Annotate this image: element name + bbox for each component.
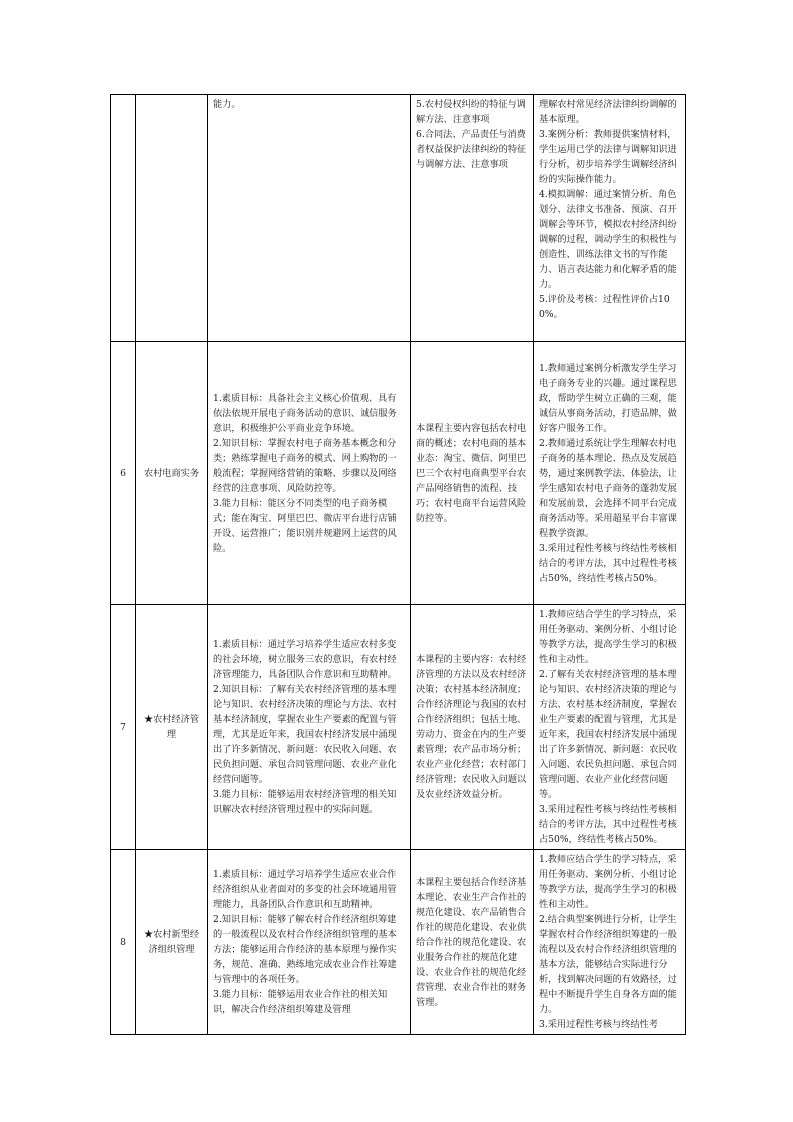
course-content: 本课程主要包括合作经济基本理论、农业生产合作社的规范化建设、农产品销售合作社的规范化建设、农业供给合作社的规范化建设、农业服务合作社的规范化建设、农业合作社的规范化经营管理、农业合作社的财务管理。 — [416, 876, 527, 1008]
course-content: 本课程的主要内容：农村经济管理的方法以及农村经济决策；农村基本经济制度；合作经济理论与我国的农村合作经济组织；包括土地、劳动力、资金在内的生产要素管理；农产品市场分析；农业产业化经营；农村部门经济管理；农民收入问题以及农业经济效益分析。 — [416, 654, 527, 800]
course-name — [136, 95, 208, 342]
teaching-method: 理解农村常见经济法律纠纷调解的基本原理。 3.案例分析：教师提供案情材料，学生运用已学的法律与调解知识进行分析，初步培养学生调解经济纠纷的实际操作能力。 4.模拟调解：通过案情分析、角色划分、法律文书准备、预演、召开调解会等环节，模拟农村经济纠纷调解的过程，调动学生的积极性与创造性、训练法律文书的写作能力、语言表达能力和化解矛盾的能力。 5.评价及考核：过程性评价占100%。 — [539, 99, 677, 320]
table-row — [111, 605, 686, 850]
course-goal: 能力。 — [213, 99, 241, 110]
course-goal: 1.素质目标：通过学习培养学生适应农业合作经济组织从业者面对的多变的社会环境通用管理能力，具备团队合作意识和互助精神。 2.知识目标：能够了解农村合作经济组织筹建的一般流程以及农村合作经济组织管理的基本方法；能够运用合作经济的基本原理与操作实务，规范、准确、熟练地完成农业合作社筹建与管理中的各项任务。 3.能力目标：能够运用农业合作社的相关知识，解决合作经济组织筹建及管理 — [213, 869, 397, 1015]
row-number: 8 — [111, 850, 136, 1035]
row-number: 6 — [111, 342, 136, 605]
course-table — [110, 94, 686, 1035]
course-content: 本课程主要内容包括农村电商的概述；农村电商的基本业态：淘宝、微信、阿里巴巴三个农村电商典型平台农产品网络销售的流程、技巧；农村电商平台运营风险防控等。 — [416, 422, 527, 524]
teaching-method: 1.教师应结合学生的学习特点，采用任务驱动、案例分析、小组讨论等教学方法，提高学生学习的积极性和主动性。 2.了解有关农村经济管理的基本理论与知识、农村经济决策的理论与方法、农村基本经济制度，掌握农业生产要素的配置与管理，尤其是近年来，我国农村经济发展中涌现出了许多新情况、新问题：农民收入问题、农民负担问题、承包合同管理问题、农业产业化经营问题等。 3.采用过程性考核与终结性考核相结合的考评方法，其中过程性考核占50%，终结性考核占50%。 — [539, 609, 677, 845]
course-content: 5.农村侵权纠纷的特征与调解方法、注意事项 6.合同法、产品责任与消费者权益保护法律纠纷的特征与调解方法、注意事项 — [416, 99, 527, 170]
table-row — [111, 850, 686, 1035]
course-name: ★农村新型经济组织管理 — [136, 850, 208, 1035]
course-goal: 1.素质目标：具备社会主义核心价值观、具有依法依规开展电子商务活动的意识、诚信服务意识，积极维护公平商业竞争环境。 2.知识目标：掌握农村电子商务基本概念和分类；熟练掌握电子商务的模式、网上购物的一般流程；掌握网络营销的策略、步骤以及网络经营的注意事项、风险防控等。 3.能力目标：能区分不同类型的电子商务模式；能在淘宝、阿里巴巴、微店平台进行店铺开设、运营推广；能识别并规避网上运营的风险。 — [213, 392, 397, 554]
teaching-method: 1.教师应结合学生的学习特点，采用任务驱动、案例分析、小组讨论等教学方法，提高学生学习的积极性和主动性。 2.结合典型案例进行分析，让学生掌握农村合作经济组织筹建的一般流程以及农村合作经济组织管理的基本方法，能够结合实际进行分析，找到解决问题的有效路径，过程中不断提升学生自身各方面的能力。 3.采用过程性考核与终结性考 — [539, 854, 677, 1030]
course-name: 农村电商实务 — [136, 342, 208, 605]
course-name: ★农村经济管理 — [136, 605, 208, 850]
row-number: 7 — [111, 605, 136, 850]
teaching-method: 1.教师通过案例分析激发学生学习电子商务专业的兴趣。通过课程思政，帮助学生树立正确的三观，能诚信从事商务活动，打造品牌，做好客户服务工作。 2.教师通过系统让学生理解农村电子商务的基本理论、热点及发展趋势，通过案例教学法、体验法，让学生感知农村电子商务的蓬勃发展和发展前景，会选择不同平台完成商务活动等。采用超星平台丰富课程教学资源。 3.采用过程性考核与终结性考核相结合的考评方法，其中过程性考核占50%，终结性考核占50%。 — [539, 362, 677, 584]
table-row — [111, 342, 686, 605]
row-number — [111, 95, 136, 342]
table-row — [111, 95, 686, 342]
course-goal: 1.素质目标：通过学习培养学生适应农村多变的社会环境，树立服务三农的意识，有农村经济管理能力，具备团队合作意识和互助精神。 2.知识目标：了解有关农村经济管理的基本理论与知识、农村经济决策的理论与方法、农村基本经济制度，掌握农业生产要素的配置与管理，尤其是近年来，我国农村经济发展中涌现出了许多新情况、新问题：农民收入问题、农民负担问题、承包合同管理问题、农业产业化经营问题等。 3.能力目标：能够运用农村经济管理的相关知识解决农村经济管理过程中的实际问题。 — [213, 639, 397, 815]
